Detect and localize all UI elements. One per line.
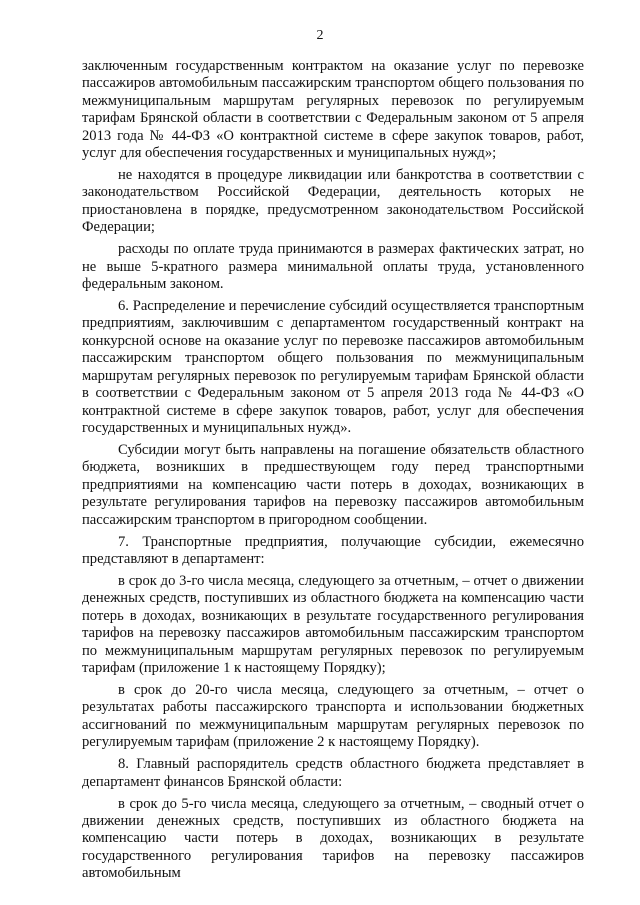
document-body (82, 58, 584, 887)
paragraph-not-in-liquidation: не находятся в процедуре ликвидации или банкротства в соответствии с законодательством Российской Федерации, деятельность которых не приостановлена в порядке, предусмотренном законодательством Российской Федерации; (82, 167, 584, 236)
paragraph-report-5th-day: в срок до 5-го числа месяца, следующего за отчетным, – сводный отчет о движении денежных средств, поступивших из областного бюджета на компенсацию части потерь в доходах, возникающих в результате государственного регулирования тарифов на перевозку пассажиров автомобильным (82, 795, 584, 882)
paragraph-item-8: 8. Главный распорядитель средств областного бюджета представляет в департамент финансов Брянской области: (82, 756, 584, 790)
paragraph-report-20th-day: в срок до 20-го числа месяца, следующего за отчетным, – отчет о результатах работы пассажирского транспорта и использовании бюджетных ассигнований по межмуниципальным маршрутам регулярных перевозок по регулируемым тарифам (приложение 2 к настоящему Порядку). (82, 681, 584, 751)
paragraph-item-7: 7. Транспортные предприятия, получающие субсидии, ежемесячно представляют в департамент: (82, 533, 584, 567)
paragraph-item-6: 6. Распределение и перечисление субсидий осуществляется транспортным предприятиям, заключившим с департаментом государственный контракт на конкурсной основе на оказание услуг по перевозке пассажиров автомобильным пассажирским транспортом общего пользования по межмуниципальным маршрутам регулярных перевозок по регулируемым тарифам Брянской области в соответствии с Федеральным законом от 5 апреля 2013 года № 44-ФЗ «О контрактной системе в сфере закупок товаров, работ, услуг для обеспечения государственных и муниципальных нужд». (82, 298, 584, 436)
paragraph-report-3rd-day: в срок до 3-го числа месяца, следующего за отчетным, – отчет о движении денежных средств, поступивших из областного бюджета на компенсацию части потерь в доходах, возникающих в результате государственного регулирования тарифов на перевозку пассажиров автомобильным пассажирским транспортом по межмуниципальным маршрутам регулярных перевозок по регулируемым тарифам (приложение 1 к настоящему Порядку); (82, 572, 584, 676)
paragraph-continuation: заключенным государственным контрактом на оказание услуг по перевозке пассажиров автомобильным пассажирским транспортом общего пользования по межмуниципальным маршрутам регулярных перевозок по регулируемым тарифам Брянской области в соответствии с Федеральным законом от 5 апреля 2013 года № 44-ФЗ «О контрактной системе в сфере закупок товаров, работ, услуг для обеспечения государственных и муниципальных нужд»; (82, 58, 584, 162)
paragraph-labor-costs: расходы по оплате труда принимаются в размерах фактических затрат, но не выше 5-кратного размера минимальной оплаты труда, установленного федеральным законом. (82, 241, 584, 293)
page-number: 2 (316, 28, 324, 43)
paragraph-subsidies-obligations: Субсидии могут быть направлены на погашение обязательств областного бюджета, возникших в предшествующем году перед транспортными предприятиями на компенсацию части потерь в доходах, возникающих в результате регулирования тарифов на перевозку пассажиров автомобильным пассажирским транспортом в пригородном сообщении. (82, 441, 584, 528)
